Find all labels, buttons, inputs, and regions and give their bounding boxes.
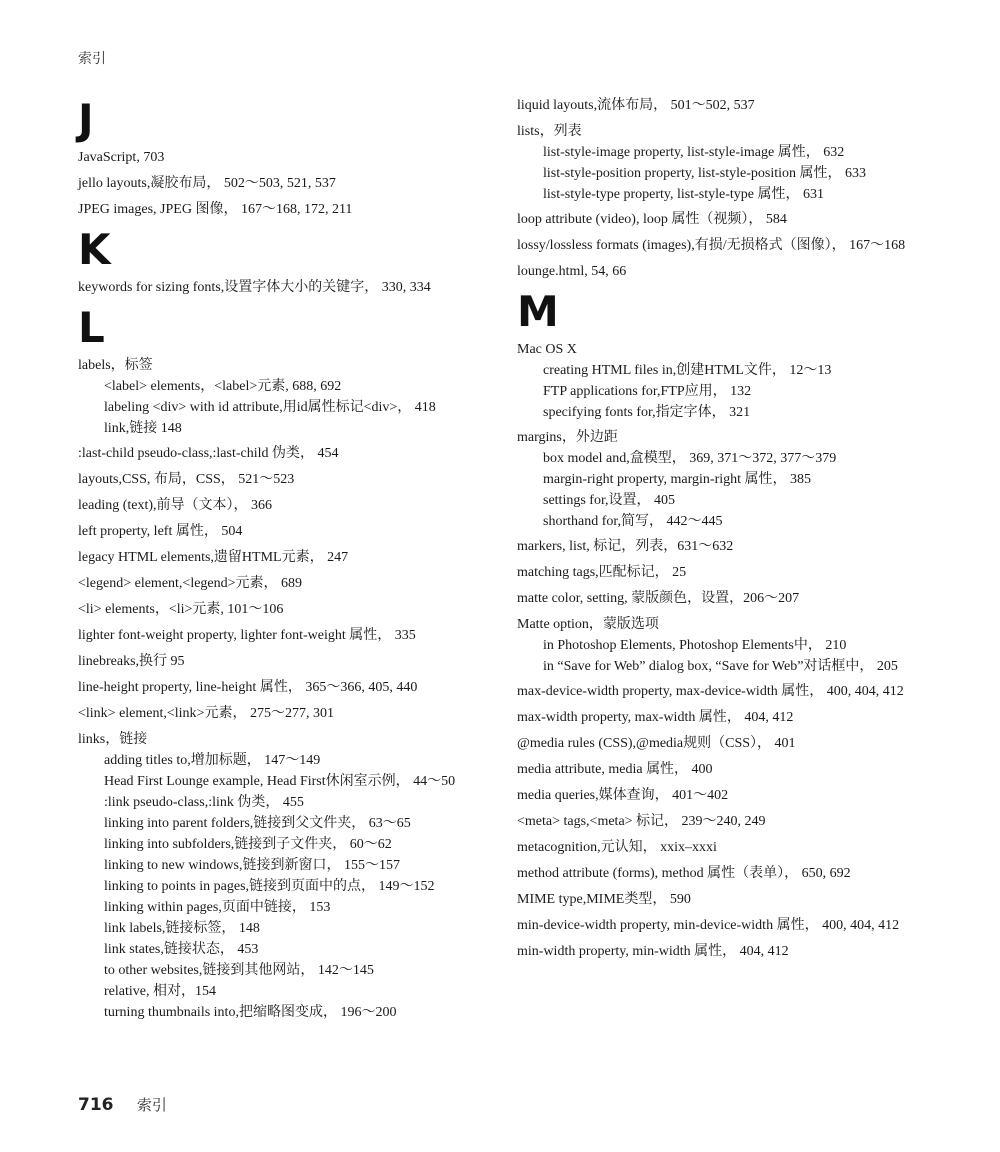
index-entry: max-width property, max-width 属性， 404, 412 xyxy=(517,710,794,725)
index-entry-group xyxy=(517,537,927,557)
index-entry: linebreaks,换行 95 xyxy=(78,654,185,669)
index-entry: links，链接 xyxy=(78,732,148,747)
index-column-right xyxy=(517,96,927,968)
index-subentry: link labels,链接标签， 148 xyxy=(104,921,260,936)
index-section-letter: L xyxy=(78,303,105,352)
index-entry: labels，标签 xyxy=(78,358,153,373)
index-entry-group xyxy=(78,652,488,672)
index-entry-group xyxy=(517,682,927,702)
index-entry: legacy HTML elements,遗留HTML元素， 247 xyxy=(78,550,349,565)
index-entry-group xyxy=(78,600,488,620)
index-subentry: Head First Lounge example, Head First休闲室示例， 44～50 xyxy=(104,774,456,789)
index-entry-group xyxy=(517,890,927,910)
index-subentry: adding titles to,增加标题， 147～149 xyxy=(104,753,321,768)
index-subentry: in “Save for Web” dialog box, “Save for Web”对话框中， 205 xyxy=(543,659,898,674)
index-entry: lists，列表 xyxy=(517,124,582,139)
index-section-letter: J xyxy=(78,95,94,144)
index-entry: media attribute, media 属性， 400 xyxy=(517,762,713,777)
index-entry: @media rules (CSS),@media规则（CSS）， 401 xyxy=(517,736,796,751)
index-subentry: relative, 相对，154 xyxy=(104,984,216,999)
index-subentry: linking into parent folders,链接到父文件夹， 63～65 xyxy=(104,816,411,831)
index-entry: jello layouts,凝胶布局， 502～503, 521, 537 xyxy=(78,176,336,191)
index-entry: lighter font-weight property, lighter font-weight 属性， 335 xyxy=(78,628,416,643)
index-entry-group xyxy=(517,589,927,609)
index-entry-group xyxy=(517,942,927,962)
index-entry-group xyxy=(78,174,488,194)
index-entry-group xyxy=(78,496,488,516)
index-entry-group xyxy=(517,563,927,583)
index-entry: line-height property, line-height 属性， 365～366, 405, 440 xyxy=(78,680,418,695)
index-entry: matching tags,匹配标记， 25 xyxy=(517,565,687,580)
index-entry-group xyxy=(517,340,927,423)
index-entry-group xyxy=(78,470,488,490)
index-subentry: link,链接 148 xyxy=(104,421,182,436)
index-entry: markers, list, 标记，列表，631～632 xyxy=(517,539,734,554)
index-entry: min-device-width property, min-device-width 属性， 400, 404, 412 xyxy=(517,918,900,933)
index-entry: max-device-width property, max-device-width 属性， 400, 404, 412 xyxy=(517,684,904,699)
index-subentry: settings for,设置， 405 xyxy=(543,493,676,508)
index-entry: Matte option，蒙版选项 xyxy=(517,617,659,632)
index-entry-group xyxy=(78,678,488,698)
index-entry: liquid layouts,流体布局， 501～502, 537 xyxy=(517,98,755,113)
index-entry-group xyxy=(78,148,488,168)
index-entry-group xyxy=(517,96,927,116)
index-entry-group xyxy=(517,916,927,936)
index-entry: media queries,媒体查询， 401～402 xyxy=(517,788,729,803)
index-entry: matte color, setting, 蒙版颜色，设置，206～207 xyxy=(517,591,800,606)
index-subentry: turning thumbnails into,把缩略图变成， 196～200 xyxy=(104,1005,397,1020)
running-header: 索引 xyxy=(78,51,106,67)
index-column-left xyxy=(78,96,488,1028)
footer-label: 索引 xyxy=(136,1096,167,1114)
index-entry: min-width property, min-width 属性， 404, 412 xyxy=(517,944,789,959)
index-entry-group xyxy=(517,734,927,754)
index-entry-group xyxy=(517,122,927,205)
index-entry-group xyxy=(517,864,927,884)
index-entry-group xyxy=(517,262,927,282)
index-subentry: list-style-image property, list-style-image 属性， 632 xyxy=(543,145,845,160)
index-subentry: link states,链接状态， 453 xyxy=(104,942,259,957)
index-entry: lounge.html, 54, 66 xyxy=(517,264,627,279)
index-entry-group xyxy=(78,200,488,220)
index-entry: margins，外边距 xyxy=(517,430,618,445)
index-entry-group xyxy=(78,548,488,568)
index-entry-group xyxy=(517,708,927,728)
index-subentry: creating HTML files in,创建HTML文件， 12～13 xyxy=(543,363,832,378)
index-subentry: <label> elements，<label>元素, 688, 692 xyxy=(104,379,342,394)
index-entry: JPEG images, JPEG 图像， 167～168, 172, 211 xyxy=(78,202,353,217)
index-section-letter: K xyxy=(78,225,111,274)
index-subentry: in Photoshop Elements, Photoshop Elements中， 210 xyxy=(543,638,847,653)
index-entry: metacognition,元认知， xxix–xxxi xyxy=(517,840,717,855)
page-footer xyxy=(78,1094,167,1115)
index-entry-group xyxy=(517,236,927,256)
index-entry-group xyxy=(517,615,927,677)
index-entry-group xyxy=(517,760,927,780)
index-entry-group xyxy=(517,428,927,532)
index-entry: JavaScript, 703 xyxy=(78,150,165,165)
index-entry: method attribute (forms), method 属性（表单）， 650, 692 xyxy=(517,866,851,881)
index-entry: Mac OS X xyxy=(517,342,577,357)
index-subentry: box model and,盒模型， 369, 371～372, 377～379 xyxy=(543,451,837,466)
index-entry: left property, left 属性， 504 xyxy=(78,524,243,539)
index-entry-group xyxy=(78,574,488,594)
index-subentry: linking into subfolders,链接到子文件夹， 60～62 xyxy=(104,837,392,852)
index-entry: loop attribute (video), loop 属性（视频）， 584 xyxy=(517,212,787,227)
index-subentry: margin-right property, margin-right 属性， 385 xyxy=(543,472,812,487)
index-subentry: specifying fonts for,指定字体， 321 xyxy=(543,405,751,420)
index-entry-group xyxy=(78,730,488,1023)
index-entry: <meta> tags,<meta> 标记， 239～240, 249 xyxy=(517,814,766,829)
index-subentry: to other websites,链接到其他网站， 142～145 xyxy=(104,963,374,978)
index-section-letter: M xyxy=(517,287,559,336)
index-entry-group xyxy=(78,626,488,646)
index-entry: <legend> element,<legend>元素， 689 xyxy=(78,576,303,591)
index-entry: MIME type,MIME类型， 590 xyxy=(517,892,691,907)
index-entry: :last-child pseudo-class,:last-child 伪类， 454 xyxy=(78,446,339,461)
index-entry-group xyxy=(78,704,488,724)
index-entry-group xyxy=(78,522,488,542)
index-entry-group xyxy=(517,812,927,832)
index-subentry: list-style-type property, list-style-type 属性， 631 xyxy=(543,187,824,202)
index-entry: <link> element,<link>元素， 275～277, 301 xyxy=(78,706,334,721)
index-entry: lossy/lossless formats (images),有损/无损格式（图像）， 167～168 xyxy=(517,238,906,253)
index-subentry: :link pseudo-class,:link 伪类， 455 xyxy=(104,795,304,810)
index-subentry: linking within pages,页面中链接， 153 xyxy=(104,900,331,915)
index-subentry: FTP applications for,FTP应用， 132 xyxy=(543,384,752,399)
index-subentry: labeling <div> with id attribute,用id属性标记<div>， 418 xyxy=(104,400,436,415)
index-subentry: linking to new windows,链接到新窗口， 155～157 xyxy=(104,858,400,873)
page-number: 716 xyxy=(78,1095,114,1115)
index-entry: keywords for sizing fonts,设置字体大小的关键字， 330, 334 xyxy=(78,280,431,295)
index-entry: layouts,CSS, 布局，CSS， 521～523 xyxy=(78,472,295,487)
index-entry-group xyxy=(78,356,488,439)
index-entry-group xyxy=(517,786,927,806)
index-subentry: linking to points in pages,链接到页面中的点， 149～152 xyxy=(104,879,435,894)
index-entry: leading (text),前导（文本）， 366 xyxy=(78,498,273,513)
index-entry-group xyxy=(517,210,927,230)
index-entry-group xyxy=(78,278,488,298)
index-subentry: list-style-position property, list-style-position 属性， 633 xyxy=(543,166,867,181)
index-entry-group xyxy=(517,838,927,858)
index-entry: <li> elements，<li>元素, 101～106 xyxy=(78,602,284,617)
index-entry-group xyxy=(78,444,488,464)
index-subentry: shorthand for,简写， 442～445 xyxy=(543,514,723,529)
